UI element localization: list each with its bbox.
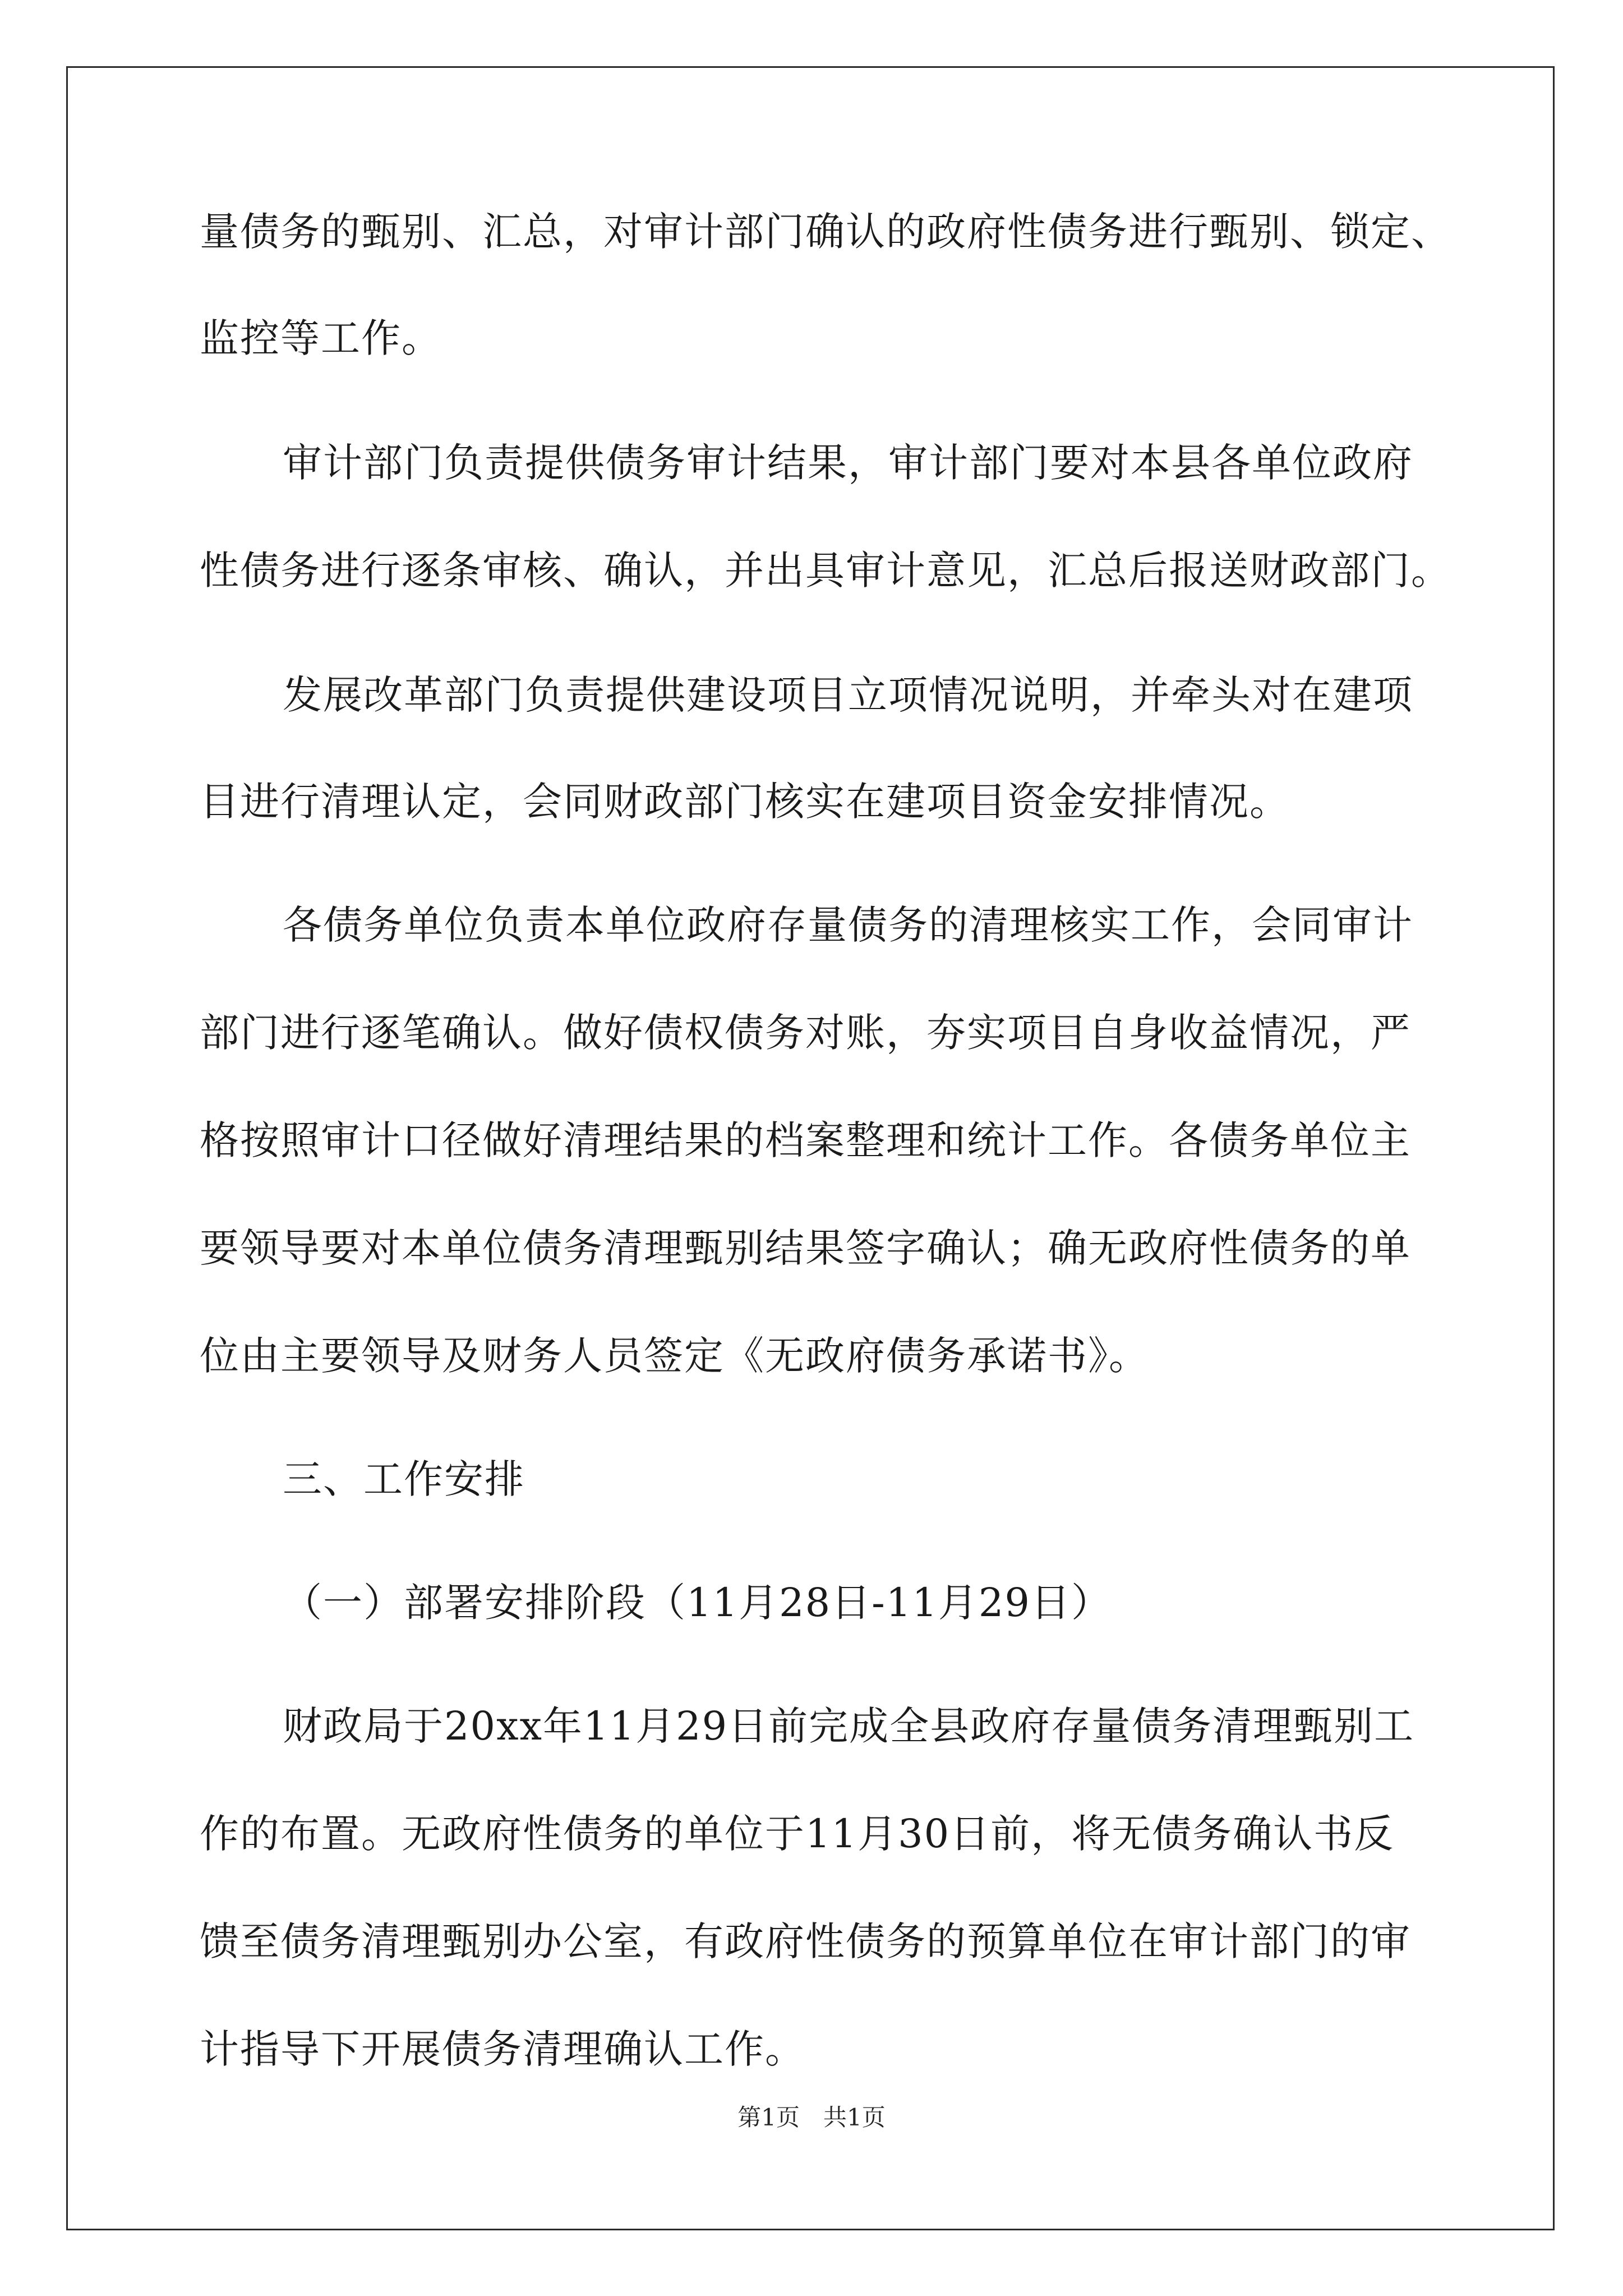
- text-line: 位由主要领导及财务人员签定《无政府债务承诺书》。: [200, 1333, 1149, 1379]
- text-line: 审计部门负责提供债务审计结果，审计部门要对本县各单位政府: [283, 440, 1413, 486]
- text-line: 馈至债务清理甄别办公室，有政府性债务的预算单位在审计部门的审: [200, 1918, 1411, 1964]
- text-line: 计指导下开展债务清理确认工作。: [200, 2026, 805, 2072]
- subsection-heading: （一）部署安排阶段（11月28日-11月29日）: [283, 1580, 1112, 1626]
- section-heading: 三、工作安排: [283, 1456, 525, 1502]
- text-line: 部门进行逐笔确认。做好债权债务对账，夯实项目自身收益情况，严: [200, 1010, 1411, 1056]
- text-line: 要领导要对本单位债务清理甄别结果签字确认；确无政府性债务的单: [200, 1225, 1411, 1271]
- text-line: 量债务的甄别、汇总，对审计部门确认的政府性债务进行甄别、锁定、: [200, 209, 1451, 255]
- page-footer: 第1页 共1页: [737, 2104, 886, 2131]
- text-line: 发展改革部门负责提供建设项目立项情况说明，并牵头对在建项: [283, 672, 1413, 718]
- text-line: 财政局于20xx年11月29日前完成全县政府存量债务清理甄别工: [283, 1703, 1415, 1749]
- text-line: 各债务单位负责本单位政府存量债务的清理核实工作，会同审计: [283, 902, 1413, 948]
- text-line: 格按照审计口径做好清理结果的档案整理和统计工作。各债务单位主: [200, 1117, 1411, 1163]
- text-line: 性债务进行逐条审核、确认，并出具审计意见，汇总后报送财政部门。: [200, 547, 1451, 593]
- text-line: 目进行清理认定，会同财政部门核实在建项目资金安排情况。: [200, 779, 1290, 825]
- text-line: 监控等工作。: [200, 315, 442, 361]
- text-line: 作的布置。无政府性债务的单位于11月30日前，将无债务确认书反: [200, 1811, 1395, 1857]
